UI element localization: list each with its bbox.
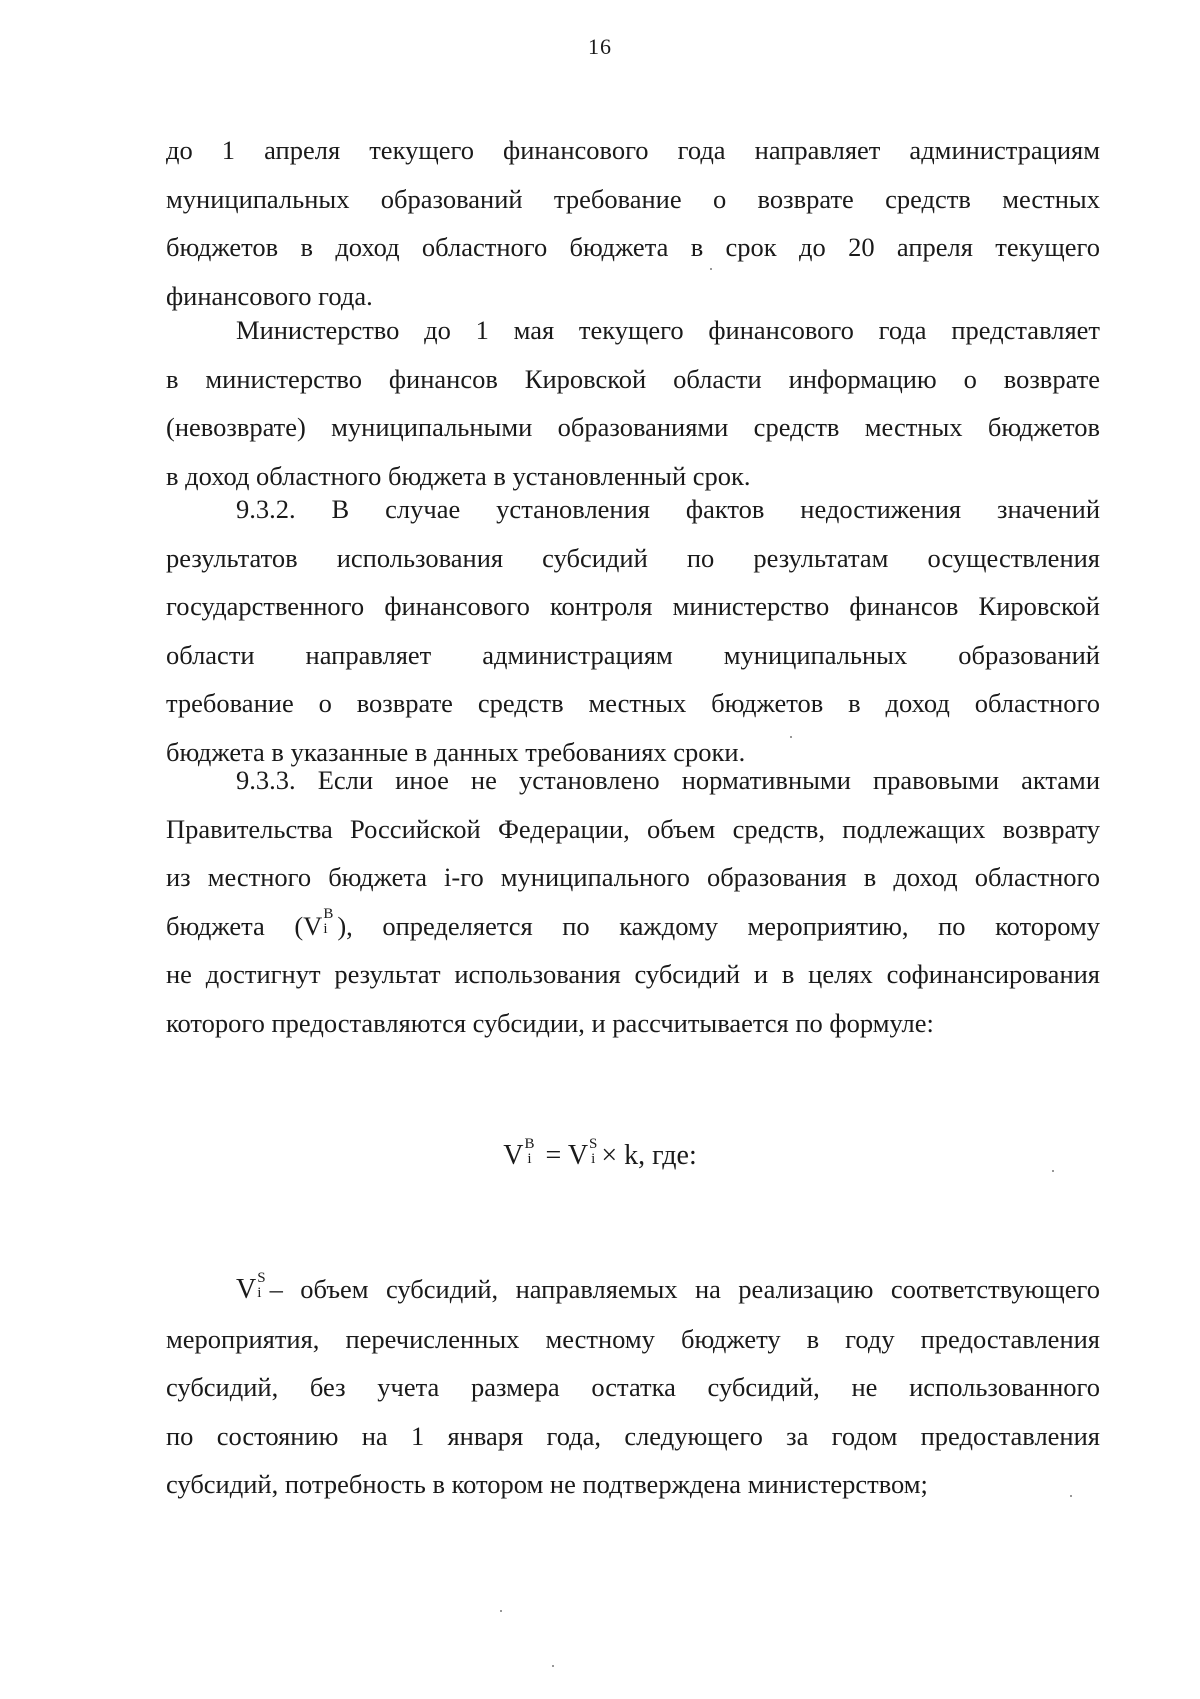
superscript: S (589, 1135, 598, 1152)
text-line: 9.3.2. В случае установления фактов недостижения значений (236, 494, 1100, 524)
formula-tail: × k, где: (601, 1140, 697, 1171)
paragraph-ministry-report (166, 306, 1100, 500)
superscript: В (524, 1135, 535, 1152)
text-line: которого предоставляются субсидии, и рассчитывается по формуле: (166, 1007, 934, 1038)
formula-base: V (503, 1140, 524, 1171)
text-line: финансового года. (166, 280, 373, 311)
text-line: бюджетов в доход областного бюджета в срок до 20 апреля текущего (166, 232, 1100, 262)
formula (0, 1135, 1200, 1173)
subscript: i (527, 1150, 532, 1167)
scan-speck (1070, 1495, 1072, 1497)
page-number: 16 (588, 34, 612, 59)
scan-speck (790, 736, 792, 738)
text-line: по состоянию на 1 января года, следующего за годом предоставления (166, 1420, 1100, 1451)
scan-speck (1052, 1170, 1054, 1172)
text-line: Министерство до 1 мая текущего финансового года представляет (236, 315, 1100, 345)
text-line: субсидий, без учета размера остатка субсидий, не использованного (166, 1372, 1100, 1402)
text-line: Правительства Российской Федерации, объем средств, подлежащих возврату (166, 813, 1100, 844)
text-line: в министерство финансов Кировской области информацию о возврате (166, 363, 1100, 394)
text-line: результатов использования субсидий по результатам осуществления (166, 542, 1100, 573)
text-line: 9.3.3. Если иное не установлено нормативными правовыми актами (236, 765, 1100, 795)
symbol-indices (257, 1271, 265, 1301)
text-line: государственного финансового контроля министерство финансов Кировской (166, 591, 1100, 621)
formula-equals: = (545, 1140, 562, 1171)
superscript: S (257, 1269, 266, 1286)
text-line: не достигнут результат использования субсидий и в целях софинансирования (166, 959, 1100, 989)
text-line: бюджета в указанные в данных требованиях сроки. (166, 736, 746, 767)
subscript: i (323, 921, 328, 938)
text-line: (невозврате) муниципальными образованиями средств местных бюджетов (166, 412, 1100, 442)
scan-speck (552, 1665, 554, 1667)
formula-rhs (567, 1135, 602, 1171)
text-fragment: бюджета (V (166, 910, 323, 941)
text-line: субсидий, потребность в котором не подтверждена министерством; (166, 1469, 928, 1499)
paragraph-9-3-3 (166, 756, 1100, 1047)
scan-speck (500, 1610, 502, 1612)
paragraph-9-3-2 (166, 485, 1100, 776)
text-line: из местного бюджета i-го муниципального образования в доход областного (166, 862, 1100, 892)
definition-first-line (166, 1265, 1100, 1315)
text-line: муниципальных образований требование о возврате средств местных (166, 183, 1100, 214)
symbol-base: V (236, 1274, 257, 1305)
formula-indices (525, 1137, 535, 1167)
superscript: В (323, 906, 334, 923)
text-fragment: ), определяется по каждому мероприятию, по которому (337, 910, 1100, 941)
text-line: области направляет администрациям муниципальных образований (166, 639, 1100, 670)
definition-symbol (236, 1269, 270, 1305)
text-line: мероприятия, перечисленных местному бюджету в году предоставления (166, 1323, 1100, 1354)
paragraph-continuation (166, 126, 1100, 320)
subscript: i (591, 1150, 596, 1167)
text-line-with-symbol (166, 902, 1100, 951)
text-line: до 1 апреля текущего финансового года направляет администрациям (166, 135, 1100, 165)
text-line: требование о возврате средств местных бюджетов в доход областного (166, 688, 1100, 718)
text-line: в доход областного бюджета в установленный срок. (166, 460, 751, 491)
definition-paragraph (166, 1265, 1100, 1509)
scan-speck (710, 268, 712, 270)
text-fragment: – объем субсидий, направляемых на реализацию соответствующего (269, 1274, 1100, 1304)
symbol-indices (323, 907, 333, 937)
formula-indices (589, 1137, 597, 1167)
subscript: i (257, 1284, 262, 1301)
formula-base: V (567, 1140, 589, 1171)
formula-lhs (503, 1135, 538, 1171)
